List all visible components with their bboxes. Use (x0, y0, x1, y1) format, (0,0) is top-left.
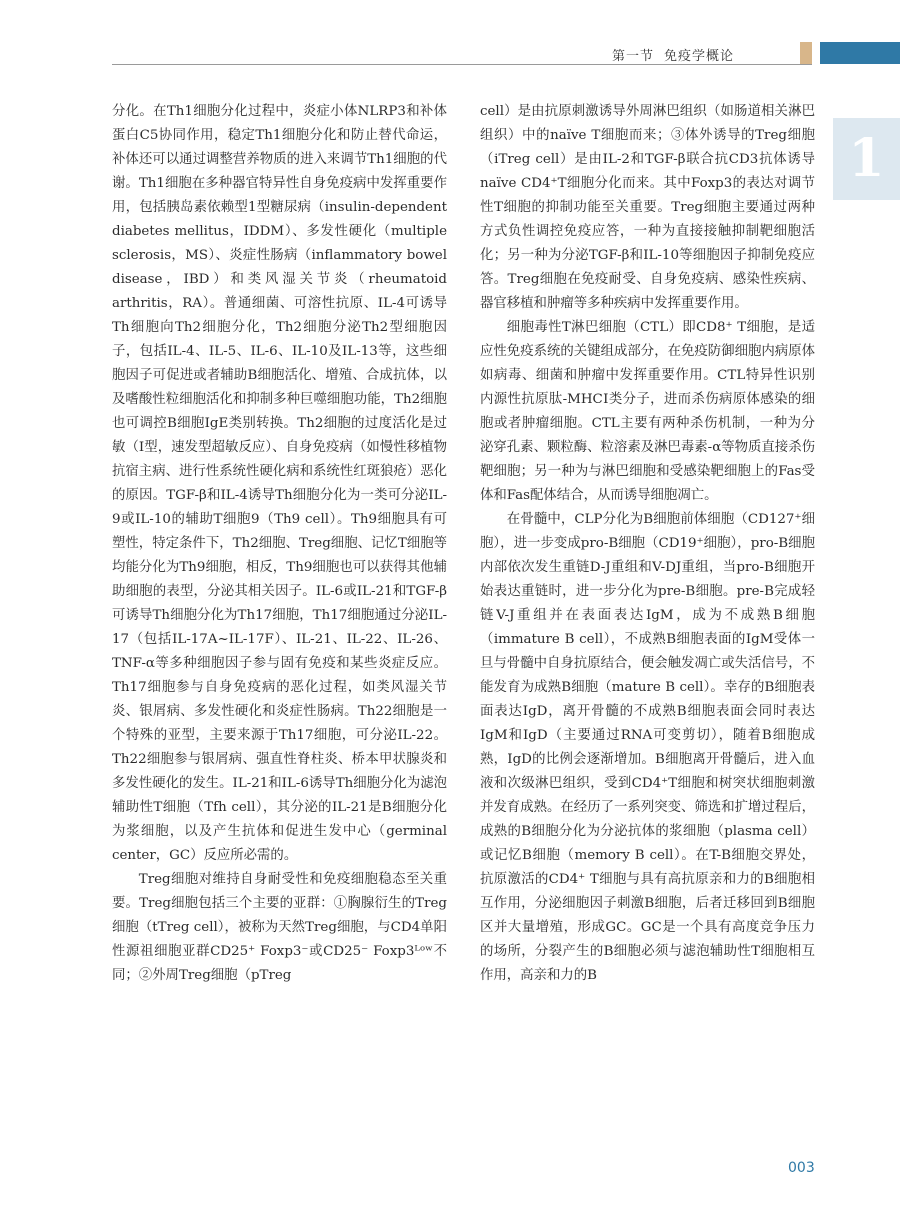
page-number: 003 (788, 1160, 815, 1176)
running-header (612, 45, 734, 65)
paragraph: 在骨髓中，CLP分化为B细胞前体细胞（CD127⁺细胞），进一步变成pro-B细胞（CD19⁺细胞），pro-B细胞内部依次发生重链D-J重组和V-DJ重组，当pro-B细胞开始表达重链时，进一步分化为pre-B细胞。pre-B完成轻链V-J重组并在表面表达IgM，成为不成熟B细胞（immature B cell），不成熟B细胞表面的IgM受体一旦与骨髓中自身抗原结合，便会触发凋亡或失活信号，不能发育为成熟B细胞（mature B cell）。幸存的B细胞表面表达IgD，离开骨髓的不成熟B细胞表面会同时表达IgM和IgD（主要通过RNA可变剪切），随着B细胞成熟，IgD的比例会逐渐增加。B细胞离开骨髓后，进入血液和次级淋巴组织，受到CD4⁺T细胞和树突状细胞刺激并发育成熟。在经历了一系列突变、筛选和扩增过程后，成熟的B细胞分化为分泌抗体的浆细胞（plasma cell）或记忆B细胞（memory B cell）。在T-B细胞交界处，抗原激活的CD4⁺ T细胞与具有高抗原亲和力的B细胞相互作用，分泌细胞因子刺激B细胞，后者迁移回到B细胞区并大量增殖，形成GC。GC是一个具有高度竞争压力的场所，分裂产生的B细胞必须与滤泡辅助性T细胞相互作用，高亲和力的B (480, 512, 815, 983)
paragraph: 细胞毒性T淋巴细胞（CTL）即CD8⁺ T细胞，是适应性免疫系统的关键组成部分，在免疫防御细胞内病原体如病毒、细菌和肿瘤中发挥重要作用。CTL特异性识别内源性抗原肽-MHCⅠ类分子，进而杀伤病原体感染的细胞或者肿瘤细胞。CTL主要有两种杀伤机制，一种为分泌穿孔素、颗粒酶、粒溶素及淋巴毒素-α等物质直接杀伤靶细胞；另一种为与淋巴细胞和受感染靶细胞上的Fas受体和Fas配体结合，从而诱导细胞凋亡。 (480, 320, 815, 503)
header-section: 第一节 (612, 49, 655, 64)
right-column (480, 100, 815, 988)
paragraph: 分化。在Th1细胞分化过程中，炎症小体NLRP3和补体蛋白C5协同作用，稳定Th1细胞分化和防止替代命运，补体还可以通过调整营养物质的进入来调节Th1细胞的代谢。Th1细胞在多种器官特异性自身免疫病中发挥重要作用，包括胰岛素依赖型1型糖尿病（insulin-dependent diabetes mellitus，IDDM）、多发性硬化（multiple sclerosis，MS）、炎症性肠病（inflammatory bowel disease，IBD）和类风湿关节炎（rheumatoid arthritis，RA）。普通细菌、可溶性抗原、IL-4可诱导Th细胞向Th2细胞分化，Th2细胞分泌Th2型细胞因子，包括IL-4、IL-5、IL-6、IL-10及IL-13等，这些细胞因子可促进或者辅助B细胞活化、增殖、合成抗体，以及嗜酸性粒细胞活化和抑制多种巨噬细胞功能，Th2细胞也可调控B细胞IgE类别转换。Th2细胞的过度活化是过敏（I型，速发型超敏反应）、自身免疫病（如慢性移植物抗宿主病、进行性系统性硬化病和系统性红斑狼疮）恶化的原因。TGF-β和IL-4诱导Th细胞分化为一类可分泌IL-9或IL-10的辅助T细胞9（Th9 cell）。Th9细胞具有可塑性，特定条件下，Th2细胞、Treg细胞、记忆T细胞等均能分化为Th9细胞，相反，Th9细胞也可以获得其他辅助细胞的表型，分泌其相关因子。IL-6或IL-21和TGF-β可诱导Th细胞分化为Th17细胞，Th17细胞通过分泌IL-17（包括IL-17A~IL-17F）、IL-21、IL-22、IL-26、TNF-α等多种细胞因子参与固有免疫和某些炎症反应。Th17细胞参与自身免疫病的恶化过程，如类风湿关节炎、银屑病、多发性硬化和炎症性肠病。Th22细胞是一个特殊的亚型，主要来源于Th17细胞，可分泌IL-22。Th22细胞参与银屑病、强直性脊柱炎、桥本甲状腺炎和多发性硬化的发生。IL-21和IL-6诱导Th细胞分化为滤泡辅助性T细胞（Tfh cell），其分泌的IL-21是B细胞分化为浆细胞，以及产生抗体和促进生发中心（germinal center，GC）反应所必需的。 (112, 104, 447, 863)
paragraph: Treg细胞对维持自身耐受性和免疫细胞稳态至关重要。Treg细胞包括三个主要的亚群：①胸腺衍生的Treg细胞（tTreg cell），被称为天然Treg细胞，与CD4单阳性源祖细胞亚群CD25⁺ Foxp3⁻或CD25⁻ Foxp3ᴸᵒʷ不同；②外周Treg细胞（pTreg (112, 872, 447, 983)
header-accent-bar-tan (800, 42, 812, 64)
header-accent-bar-blue (820, 42, 900, 64)
chapter-number-tab: 1 (833, 118, 900, 200)
left-column (112, 100, 447, 988)
paragraph: cell）是由抗原刺激诱导外周淋巴组织（如肠道相关淋巴组织）中的naïve T细胞而来；③体外诱导的Treg细胞（iTreg cell）是由IL-2和TGF-β联合抗CD3抗体诱导naïve CD4⁺T细胞分化而来。其中Foxp3的表达对调节性T细胞的抑制功能至关重要。Treg细胞主要通过两种方式负性调控免疫应答，一种为直接接触抑制靶细胞活化；另一种为分泌TGF-β和IL-10等细胞因子抑制免疫应答。Treg细胞在免疫耐受、自身免疫病、感染性疾病、器官移植和肿瘤等多种疾病中发挥重要作用。 (480, 104, 815, 311)
header-title: 免疫学概论 (664, 49, 735, 64)
